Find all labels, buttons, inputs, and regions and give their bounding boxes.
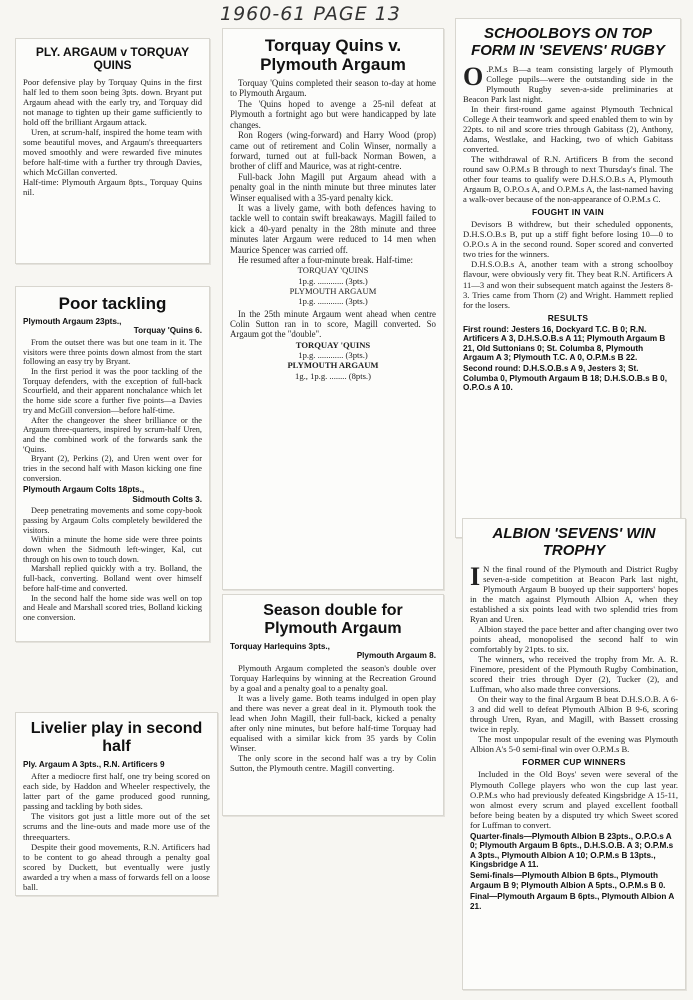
paragraph: Within a minute the home side were three points down when the Sidmouth left-winger, Kal, cut through on his own to touch down. [23,535,202,564]
clipping-livelier-play [15,712,218,896]
paragraph: Despite their good movements, R.N. Artificers had to be content to go ahead through a penalty goal scored by Duckett, but eventually were justly awarded a try when a mass of forwards fell on a loose ball. [23,841,210,892]
clipping-ply-argaum-v-torquay [15,38,210,264]
score-line: Torquay 'Quins 6. [133,326,202,336]
subheading: FOUGHT IN VAIN [532,207,604,218]
score-team: TORQUAY 'QUINS [297,265,369,276]
clipping-torquay-quins-v-plymouth-argaum [222,28,444,590]
paragraph: In the 25th minute Argaum went ahead when centre Colin Sutton ran in to score, Magill converted. So Argaum got the "double". [230,308,436,340]
drop-cap: O [463,61,484,91]
paragraph [470,561,678,624]
results-paragraph: First round: Jesters 16, Dockyard T.C. B 0; R.N. Artificers A 3, D.H.S.O.B.s A 11; Plymouth Argaum B 21, Old Suttonians 0; St. Columba 8, Plymouth Argaum A 3; Plymouth T.C. A 0, O.P.M.s B 22. [463,324,666,362]
subheading: FORMER CUP WINNERS [522,757,626,768]
score-line: 1p.g. ............ (3pts.) [298,296,368,307]
paragraph: Bryant (2), Perkins (2), and Uren went over for tries in the second half with Mason kicking one fine conversion. [23,454,202,483]
score-team: TORQUAY 'QUINS [295,339,371,350]
score-line: Torquay Harlequins 3pts., [230,641,330,651]
score-line: Plymouth Argaum 23pts., [23,317,122,327]
paragraph: After the changeover the sheer brilliance or the Argaum three-quarters, inspired by scrum-half Uren, and the combined work of the forwards sank the 'Quins. [23,415,202,454]
paragraph: Torquay 'Quins completed their season to-day at home to Plymouth Argaum. [230,78,436,99]
clipping-headline: Torquay Quins v. Plymouth Argaum [260,36,406,75]
paragraph: Deep penetrating movements and some copy-book passing by Argaum Colts completely bewildered the visitors. [23,506,202,535]
score-line: 1g., 1p.g. ........ (8pts.) [295,370,371,381]
paragraph: It was a lively game, with both defences having to tackle well to contain swift breakaways. Magill failed to kick a 40-yard penalty in the 28th minute and three minutes later Argaum were reduced to 14 men when Maurice Spencer was carried off. [230,202,436,255]
paragraph: Ron Rogers (wing-forward) and Harry Wood (prop) came out of retirement and Colin Winser, normally a forward, turned out at full-back Norman Bowen, a brother of cliff and Maurice, was at right-centre. [230,130,436,172]
score-line: Plymouth Argaum 8. [356,651,436,661]
paragraph: Albion stayed the pace better and after changing over two points ahead, monopolised the second half to win comfortably by 21pts. to six. [470,623,678,654]
clipping-headline: Poor tackling [58,294,167,313]
clipping-headline: Livelier play in second half [30,720,203,755]
clipping-headline: PLY. ARGAUM v TORQUAY QUINS [35,45,190,73]
paragraph-text: N the final round of the Plymouth and District Rugby seven-a-side competition at Beacon Park last night, Plymouth Argaum B buoyed up their supporters' hopes in the match against Plymouth Albion A, when they established a six points lead with two splendid tries from Ryan and Uren. [470,563,678,624]
results-paragraph: Quarter-finals—Plymouth Albion B 23pts., O.P.O.s A 0; Plymouth Argaum B 6pts., D.H.S.O.B. A 3; O.P.M.s A 3pts., Plymouth Albion A 10; O.P.M.s B 13pts., Kingsbridge A 11. [470,831,674,870]
paragraph: On their way to the final Argaum B beat D.H.S.O.B. A 6-3 and did well to defeat Plymouth Albion B 9-6, scoring through Uren, Ryan, and Magill, with Bassett crossing twice in reply. [470,694,678,735]
clipping-schoolboys-on-top-form [455,18,681,538]
clipping-headline: Season double for Plymouth Argaum [263,602,403,637]
paragraph: It was a lively game. Both teams indulged in open play and there was never a great deal in it. Plymouth took the lead when John Magill, their full-back, kicked a penalty after only nine minutes, but before half-time Torquay had equalised with a similar kick from 35 yards by Colin Winser. [230,692,436,754]
paragraph: D.H.S.O.B.s A, another team with a strong schoolboy flavour, were obviously very fit. They beat R.N. Artificers A 11—3 and won their subsequent match against the Jesters 8-3. Tries came from Thorn (2) and Wright. Hammett replied for the losers. [463,259,673,310]
paragraph: Poor defensive play by Torquay Quins in the first half led to them soon being 3pts. down. Bryant put Argaum ahead with the early try, and Torquay did not manage to tighten up their game sufficiently to hold off the brilliant Argaum attack. [23,76,202,128]
paragraph: In their first-round game against Plymouth Technical College A their teamwork and speed enabled them to win by 22pts. to nil and score tries through Gabitass (2), Anthony, Adams, Westlake, and Hacking, two of which Gabitass converted. [463,103,673,154]
paragraph: In the first period it was the poor tackling of the Torquay defenders, with the exception of full-back Scourfield, and their apparent nonchalance which let the home side score a further five points—a Davies try and McGill conversion—before half-time. [23,366,202,415]
paragraph: After a mediocre first half, one try being scored on each side, by Haddon and Wheeler respectively, the latter part of the game produced good running, passing and tackling by both sides. [23,771,210,812]
score-line: Ply. Argaum A 3pts., R.N. Artificers 9 [23,759,165,769]
paragraph: Marshall replied quickly with a try. Bolland, the full-back, converting. Bolland went over himself before half-time and converted. [23,564,202,593]
paragraph: In the second half the home side was well on top and Heale and Marshall scored tries, Bolland kicking one conversion. [23,593,202,622]
subheading: RESULTS [547,312,589,323]
drop-cap: I [470,561,481,591]
clipping-season-double [222,594,444,816]
score-team: PLYMOUTH ARGAUM [289,286,377,296]
paragraph: The only score in the second half was a try by Colin Sutton, the Plymouth centre. Magill converting. [230,753,436,774]
paragraph: Included in the Old Boys' seven were several of the Plymouth College players who won the cup last year. O.P.M.s who had previously defeated Kingsbridge A 15-11, won almost every scrum and played excellent football before being beaten by a disputed try which Sweet scored for Luffman to convert. [470,769,678,830]
results-paragraph: Semi-finals—Plymouth Albion B 6pts., Plymouth Argaum B 9; Plymouth Albion A 5pts., O.P.M.s B 0. [470,871,666,890]
clipping-headline: SCHOOLBOYS ON TOP FORM IN 'SEVENS' RUGBY [471,25,665,59]
clipping-albion-sevens-win-trophy [462,518,686,990]
paragraph: The winners, who received the trophy from Mr. A. R. Finemore, president of the Plymouth Rugby Combination, scored their tries through Dyer (2), Tucker (2), and Luffman, who also made three conversions. [470,654,678,695]
paragraph [463,61,673,104]
paragraph: Plymouth Argaum completed the season's double over Torquay Harlequins by winning at the Recreation Ground by a goal and a penalty goal to a penalty goal. [230,662,436,693]
score-line: Sidmouth Colts 3. [132,494,202,504]
paragraph: He resumed after a four-minute break. Half-time: [238,254,414,265]
paragraph: The withdrawal of R.N. Artificers B from the second round saw O.P.M.s B through to next Thursday's final. The other four teams to qualify were D.H.S.O.B.s A, Plymouth Argaum B, O.P.O.s A, and O.P.M.s A, the last-named having a walk-over because of the non-appearance of O.P.M.s C. [463,154,673,205]
score-line: Plymouth Argaum Colts 18pts., [23,485,145,495]
paragraph: The visitors got just a little more out of the set scrums and the line-outs and made more use of the threequarters. [23,811,210,842]
paragraph: The 'Quins hoped to avenge a 25-nil defeat at Plymouth a fortnight ago but were handicapped by late changes. [230,98,436,130]
paragraph-text: .P.M.s B—a team consisting largely of Plymouth College pupils—were the outstanding side in the Plymouth Rugby seven-a-side preliminaries at Beacon Park last night. [463,63,673,104]
clipping-poor-tackling [15,286,210,642]
results-paragraph: Final—Plymouth Argaum B 6pts., Plymouth Albion A 21. [470,892,674,911]
clipping-headline: ALBION 'SEVENS' WIN TROPHY [492,525,656,559]
score-line: 1p.g. ............ (3pts.) [298,275,368,286]
paragraph: The most unpopular result of the evening was Plymouth Albion A's 5-0 semi-final win over O.P.M.s B. [470,734,678,755]
paragraph: Devisors B withdrew, but their scheduled opponents, D.H.S.O.B.s B, put up a stiff fight before losing 10—0 to O.P.O.s A in the second round. Soper scored and converted two tries for the winners. [463,219,673,260]
page-annotation: 1960-61 PAGE 13 [220,3,401,25]
paragraph: Full-back John Magill put Argaum ahead with a penalty goal in the ninth minute but three minutes later Winser equalised with a 35-yard penalty kick. [230,171,436,203]
paragraph: Half-time: Plymouth Argaum 8pts., Torquay Quins nil. [23,177,202,198]
paragraph: From the outset there was but one team in it. The visitors were three points down almost from the start following an easy try by Bryant. [23,337,202,367]
results-paragraph: Second round: D.H.S.O.B.s A 9, Jesters 3; St. Columba 0, Plymouth Argaum B 18; D.H.S.O.B.s B 0, O.P.O.s A 10. [463,364,667,393]
score-line: 1p.g. ............ (3pts.) [298,350,368,361]
score-team: PLYMOUTH ARGAUM [287,360,379,371]
paragraph: Uren, at scrum-half, inspired the home team with some beautiful moves, and Argaum's threequarters moved smoothly and were rewarded five minutes before half-time with a further try through Davies, which McGillan converted. [23,127,202,178]
